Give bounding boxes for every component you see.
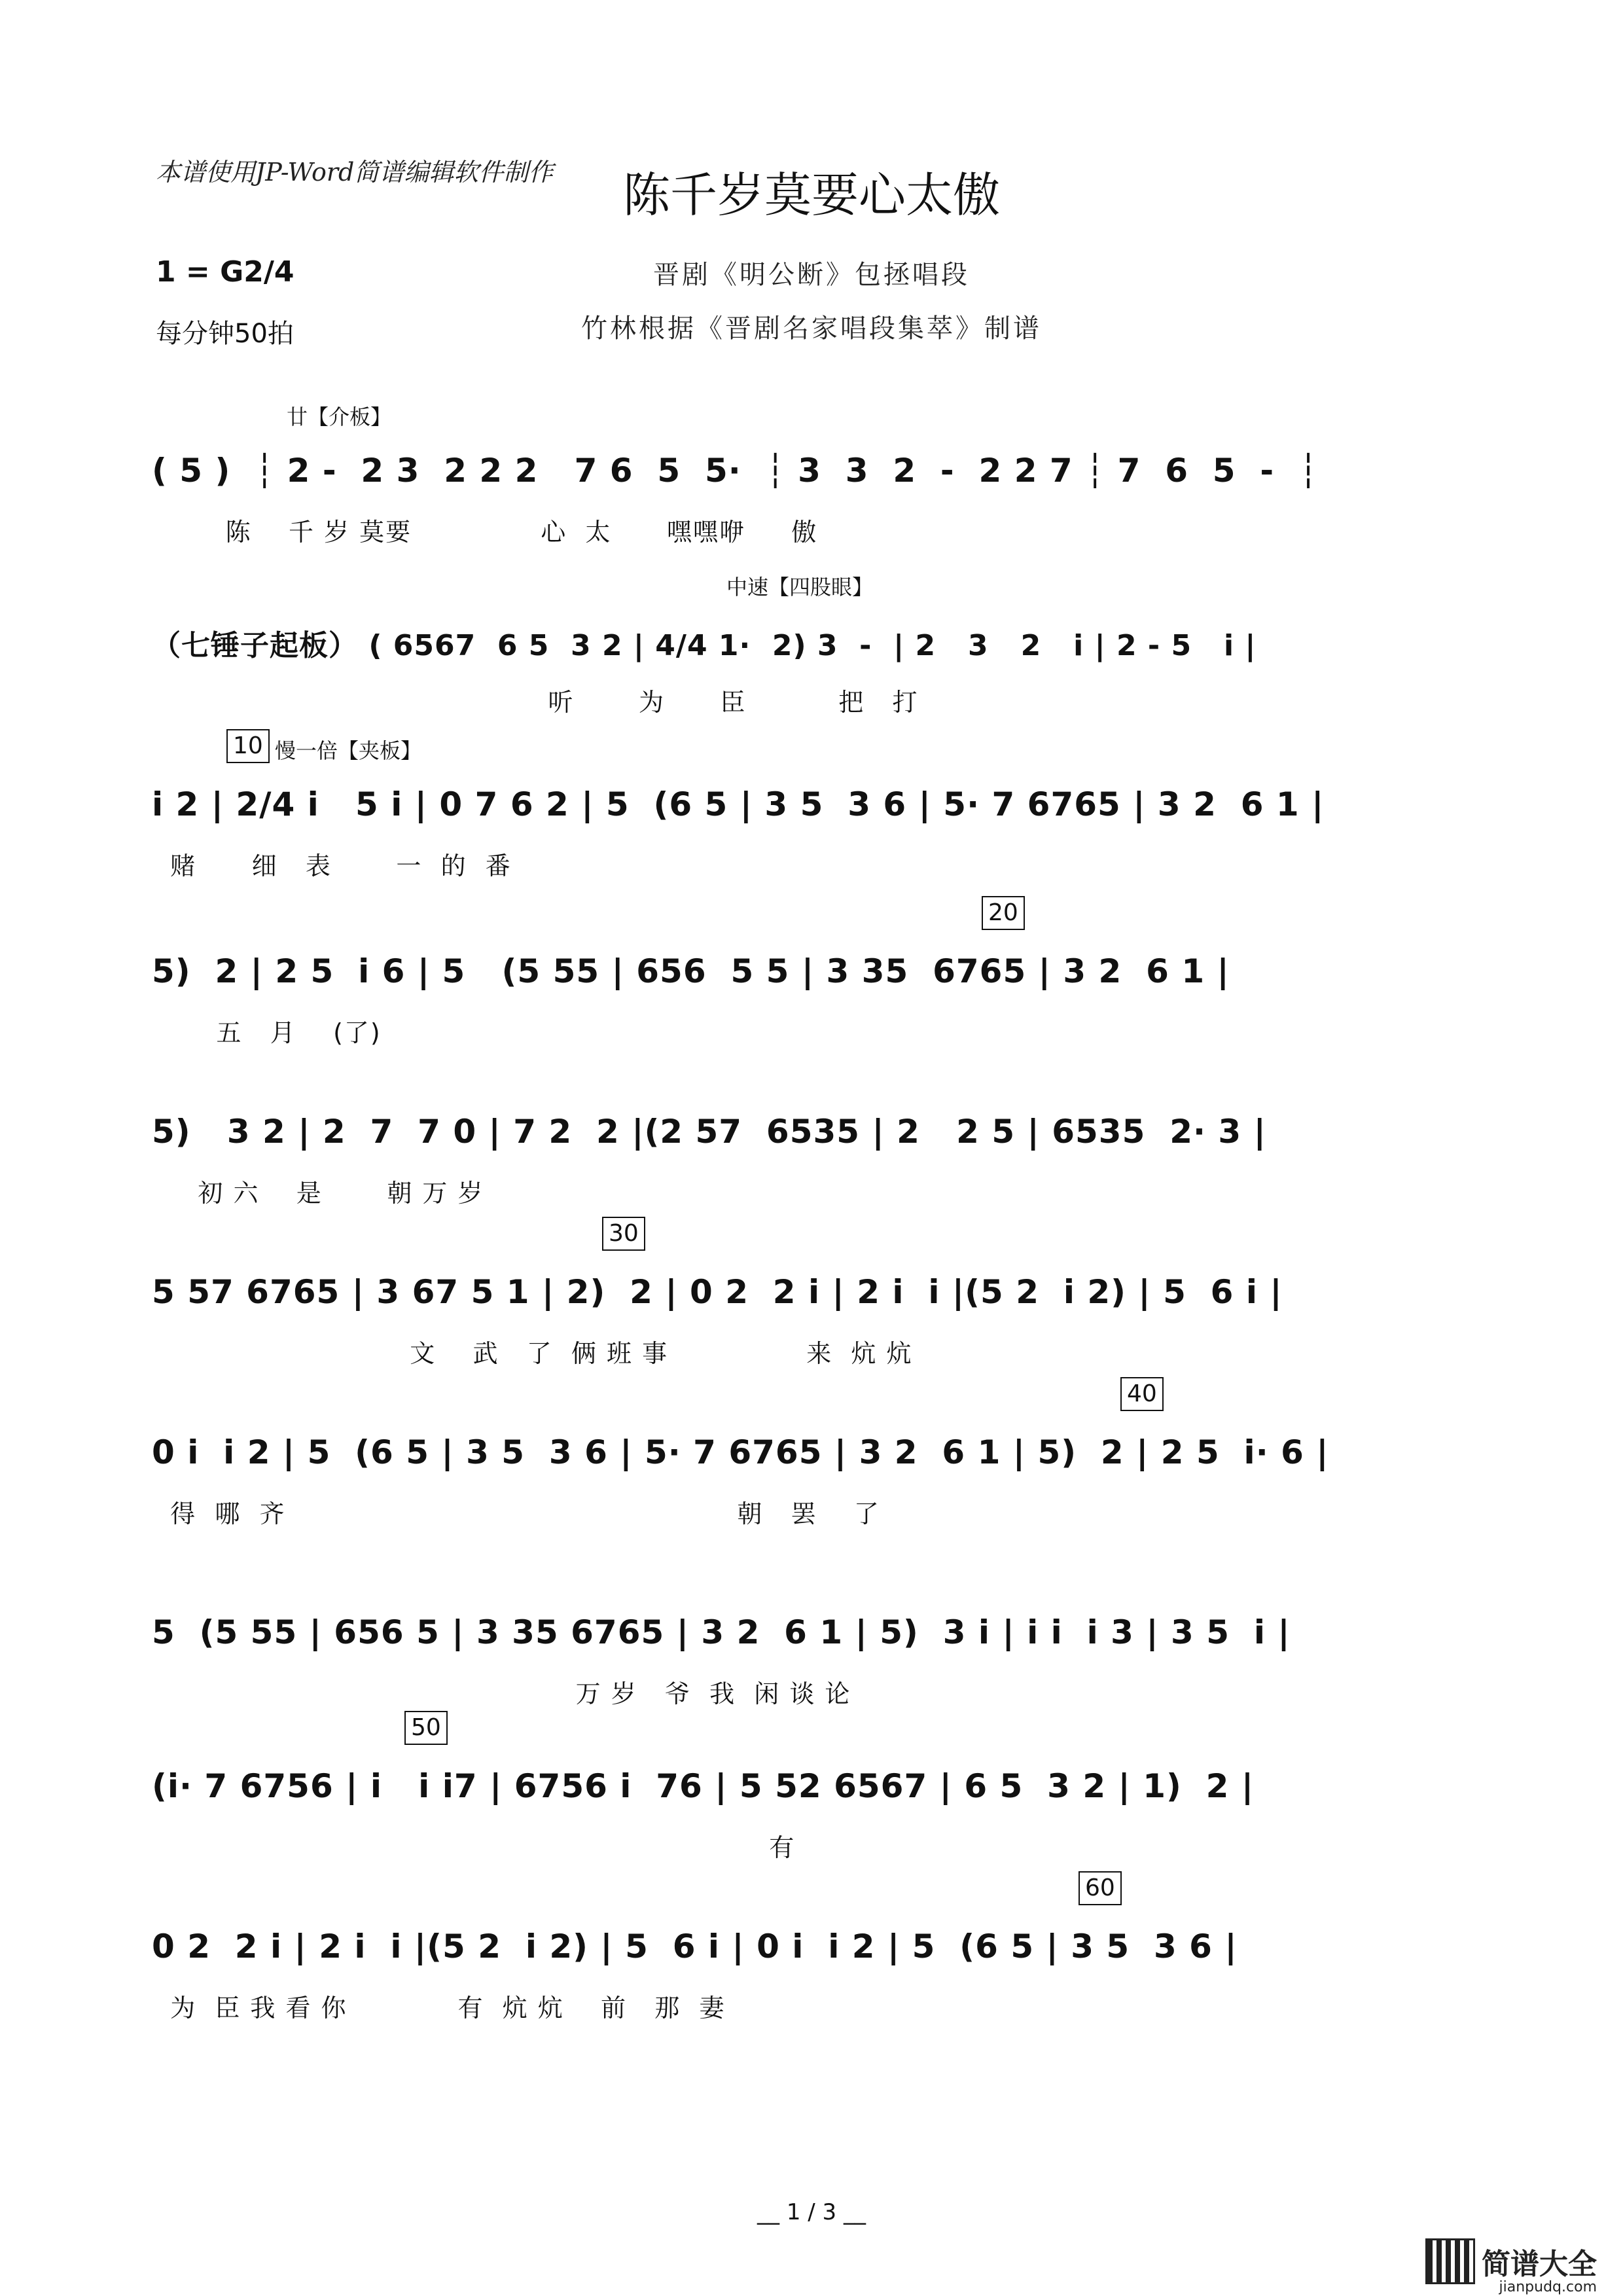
notes-line: 5) 2 | 2 5 i 6 | 5 (5 55 | 656 5 5 | 3 35 6765 | 3 2 6 1 | (152, 952, 1230, 990)
piano-keys-icon (1425, 2238, 1475, 2284)
measure-number-box: 60 (1079, 1871, 1122, 1905)
page-title: 陈千岁莫要心太傲 (622, 168, 1000, 223)
measure-number-box: 20 (982, 896, 1025, 930)
lyrics-line: 为 臣 我 看 你 有 炕 炕 前 那 妻 (152, 1994, 726, 2022)
page-number: __ 1 / 3 __ (757, 2199, 866, 2225)
score-row-9 (0, 1714, 1623, 1937)
measure-number-box: 40 (1120, 1377, 1164, 1411)
lyrics-line: 初 六 是 朝 万 岁 (152, 1179, 484, 1208)
software-note: 本谱使用JP-Word简谱编辑软件制作 (156, 158, 554, 187)
subtitle-opera: 晋剧《明公断》包拯唱段 (653, 260, 970, 290)
key-signature: 1 = G2/4 (156, 255, 294, 289)
notes-line: 5 (5 55 | 656 5 | 3 35 6765 | 3 2 6 1 | 5) 3 i | i i i 3 | 3 5 i | (152, 1613, 1291, 1651)
score-row-3 (0, 732, 1623, 956)
notes-line: 5) 3 2 | 2 7 7 0 | 7 2 2 |(2 57 6535 | 2 2 5 | 6535 2· 3 | (152, 1113, 1266, 1151)
score-row-5 (0, 1113, 1623, 1283)
measure-number-box: 30 (602, 1217, 645, 1251)
notes-line: 0 i i 2 | 5 (6 5 | 3 5 3 6 | 5· 7 6765 | 3 2 6 1 | 5) 2 | 2 5 i· 6 | (152, 1433, 1329, 1471)
logo-url: jianpudq.com (1499, 2279, 1597, 2295)
lyrics-line: 万 岁 爷 我 闲 谈 论 (152, 1679, 851, 1708)
score-row-4 (0, 899, 1623, 1122)
section-mark: 廿【介板】 (287, 404, 392, 429)
lyrics-line: 赌 细 表 一 的 番 (152, 852, 512, 880)
section-mark: 慢一倍【夹板】 (275, 738, 422, 763)
notes-line: （七锤子起板） ( 6567 6 5 3 2 | 4/4 1· 2) 3 - | 2 3 2 i | 2 - 5 i | (152, 629, 1257, 662)
subtitle-source: 竹林根据《晋剧名家唱段集萃》制谱 (581, 314, 1042, 344)
site-logo (1425, 2238, 1597, 2284)
lyrics-line: 文 武 了 俩 班 事 来 炕 炕 (152, 1339, 913, 1368)
score-row-10 (0, 1874, 1623, 2098)
section-mark: 中速【四股眼】 (726, 575, 874, 600)
tempo-marking: 每分钟50拍 (156, 319, 294, 349)
lyrics-line: 听 为 臣 把 打 (152, 688, 919, 717)
notes-line: 0 2 2 i | 2 i i |(5 2 i 2) | 5 6 i | 0 i i 2 | 5 (6 5 | 3 5 3 6 | (152, 1928, 1238, 1965)
logo-text: 简谱大全 (1482, 2248, 1597, 2281)
lyrics-line: 得 哪 齐 朝 罢 了 (152, 1499, 880, 1528)
notes-line: i 2 | 2/4 i 5 i | 0 7 6 2 | 5 (6 5 | 3 5 3 6 | 5· 7 6765 | 3 2 6 1 | (152, 785, 1325, 823)
lyrics-line: 五 月 (了) (152, 1018, 382, 1047)
measure-number-box: 10 (226, 729, 270, 763)
notes-line: ( 5 ) ┆ 2 - 2 3 2 2 2 7 6 5 5· ┆ 3 3 2 - 2 2 7 ┆ 7 6 5 - ┆ (152, 452, 1319, 490)
score-row-8 (0, 1613, 1623, 1784)
score-row-2 (0, 575, 1623, 792)
score-row-7 (0, 1380, 1623, 1604)
notes-line: (i· 7 6756 | i i i7 | 6756 i 76 | 5 52 6567 | 6 5 3 2 | 1) 2 | (152, 1767, 1255, 1805)
lyrics-line: 有 (152, 1833, 796, 1862)
lyrics-line: 陈 千 岁 莫要 心 太 嘿嘿咿 傲 (152, 518, 818, 547)
score-row-6 (0, 1220, 1623, 1443)
measure-number-box: 50 (404, 1711, 448, 1745)
notes-line: 5 57 6765 | 3 67 5 1 | 2) 2 | 0 2 2 i | 2 i i |(5 2 i 2) | 5 6 i | (152, 1273, 1283, 1311)
